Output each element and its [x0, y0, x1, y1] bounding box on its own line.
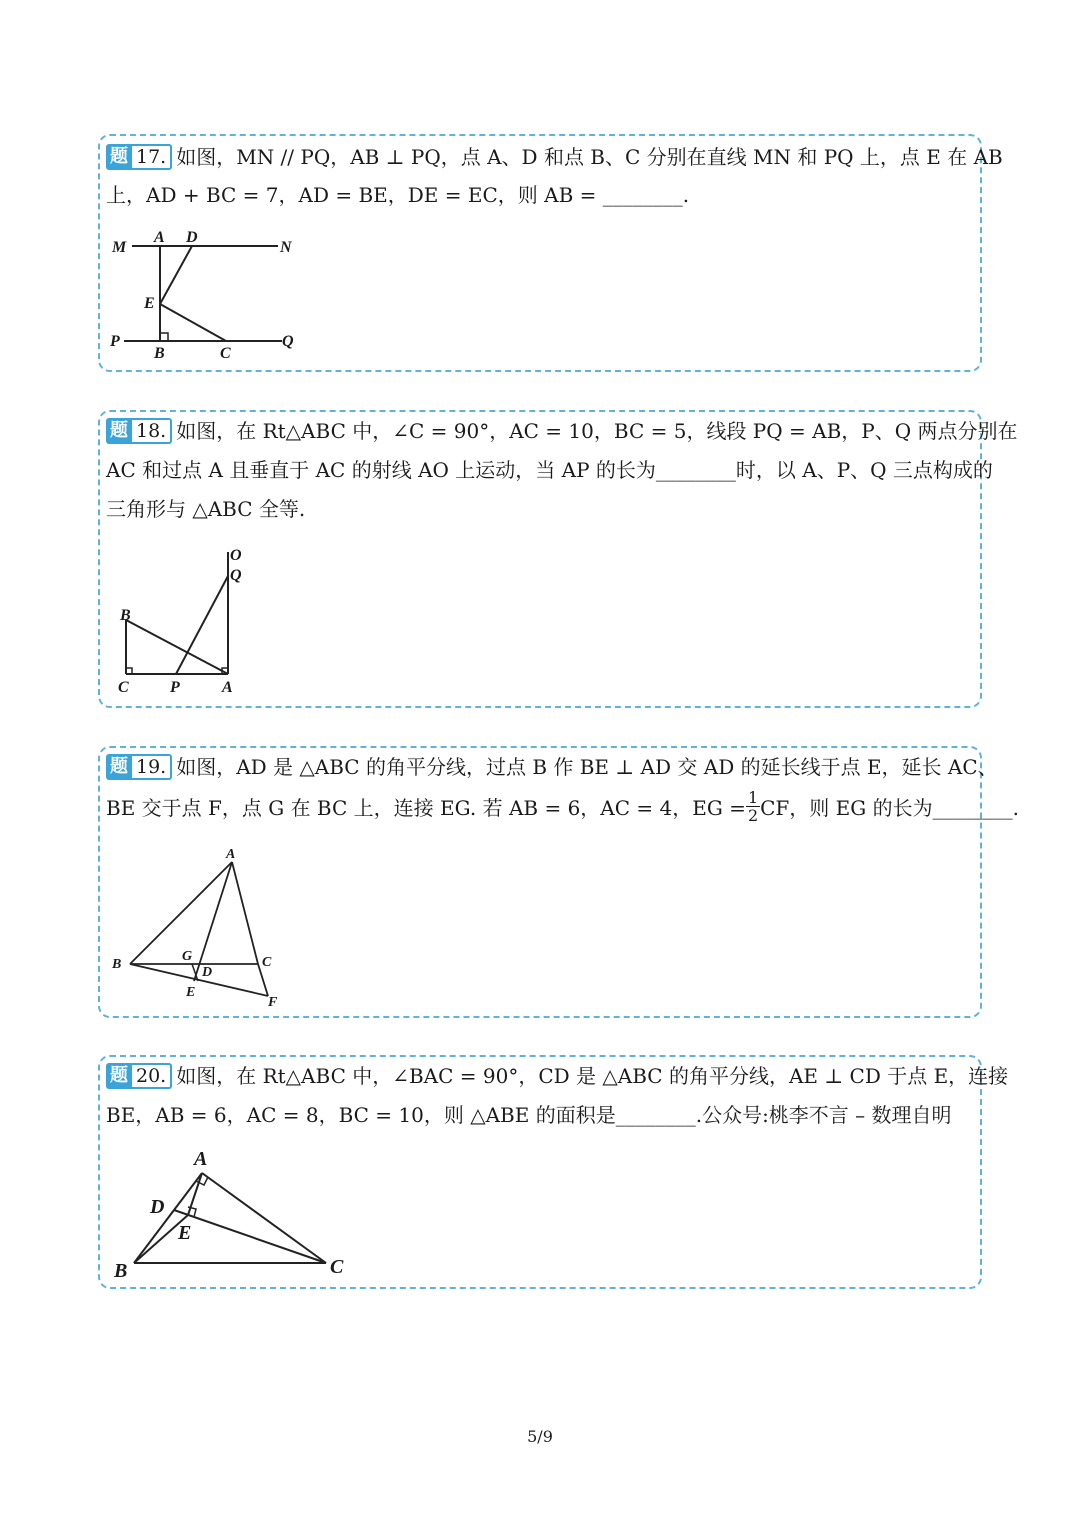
page-number: 5/9	[527, 1427, 553, 1446]
problem-19-line1: 题 19. 如图，AD 是 △ABC 的角平分线，过点 B 作 BE ⊥ AD 交 AD 的延长线于点 E，延长 AC、	[106, 752, 972, 782]
label-M: M	[112, 239, 127, 256]
label-P: P	[170, 679, 180, 696]
problem-17-line1: 题 17. 如图，MN // PQ，AB ⊥ PQ，点 A、D 和点 B、C 分别在直线 MN 和 PQ 上，点 E 在 AB	[106, 142, 972, 172]
problem-19	[98, 746, 1019, 1018]
problem-17-figure	[110, 228, 310, 358]
label-N: N	[280, 239, 292, 256]
problem-18-line2: AC 和过点 A 且垂直于 AC 的射线 AO 上运动，当 AP 的长为________时，以 A、P、Q 三点构成的	[106, 458, 993, 482]
label-B: B	[154, 345, 165, 358]
label-C: C	[118, 679, 129, 696]
label-D: D	[186, 229, 198, 246]
problem-17-line2: 上，AD + BC = 7，AD = BE，DE = EC，则 AB = ________.	[106, 183, 690, 207]
problem-tag: 题 18.	[106, 418, 172, 444]
problem-18-figure	[110, 542, 260, 702]
label-C: C	[262, 955, 272, 970]
label-A: A	[226, 847, 236, 862]
label-B: B	[112, 957, 122, 972]
problem-20-line2: BE，AB = 6，AC = 8，BC = 10，则 △ABE 的面积是________.公众号:桃李不言 – 数理自明	[106, 1103, 952, 1127]
problem-20-line1: 题 20. 如图，在 Rt△ABC 中，∠BAC = 90°，CD 是 △ABC 的角平分线，AE ⊥ CD 于点 E，连接	[106, 1061, 972, 1091]
problem-tag: 题 17.	[106, 144, 172, 170]
problem-20-figure	[110, 1143, 360, 1283]
label-C: C	[330, 1256, 344, 1278]
label-D: D	[150, 1196, 165, 1218]
fraction-one-half: $\frac{1}{2}$	[747, 788, 759, 825]
problem-18-line3: 三角形与 △ABC 全等.	[106, 497, 306, 521]
label-P: P	[110, 333, 120, 350]
problem-19-figure	[108, 844, 308, 1010]
label-A: A	[222, 679, 233, 696]
label-B: B	[120, 607, 131, 624]
label-E: E	[186, 985, 196, 1000]
problem-20	[98, 1055, 1009, 1289]
label-F: F	[268, 995, 278, 1010]
label-Q: Q	[282, 333, 294, 350]
label-B: B	[114, 1260, 128, 1282]
label-E: E	[144, 295, 155, 312]
problem-18-line1: 题 18. 如图，在 Rt△ABC 中，∠C = 90°，AC = 10，BC = 5，线段 PQ = AB，P、Q 两点分别在	[106, 416, 972, 446]
problem-18	[98, 410, 1018, 708]
problem-tag: 题 19.	[106, 754, 172, 780]
problem-19-line2: BE 交于点 F，点 G 在 BC 上，连接 EG. 若 AB = 6，AC = 4，EG = $\frac{1}{2}$ CF，则 EG 的长为________.	[106, 788, 1019, 825]
label-A: A	[154, 229, 165, 246]
label-A: A	[194, 1148, 208, 1170]
label-E: E	[178, 1222, 192, 1244]
label-C: C	[220, 345, 231, 358]
label-Q: Q	[230, 567, 242, 584]
label-O: O	[230, 547, 242, 564]
label-D: D	[202, 965, 213, 980]
problem-tag: 题 20.	[106, 1063, 172, 1089]
label-G: G	[182, 949, 193, 964]
problem-17	[98, 134, 1003, 372]
